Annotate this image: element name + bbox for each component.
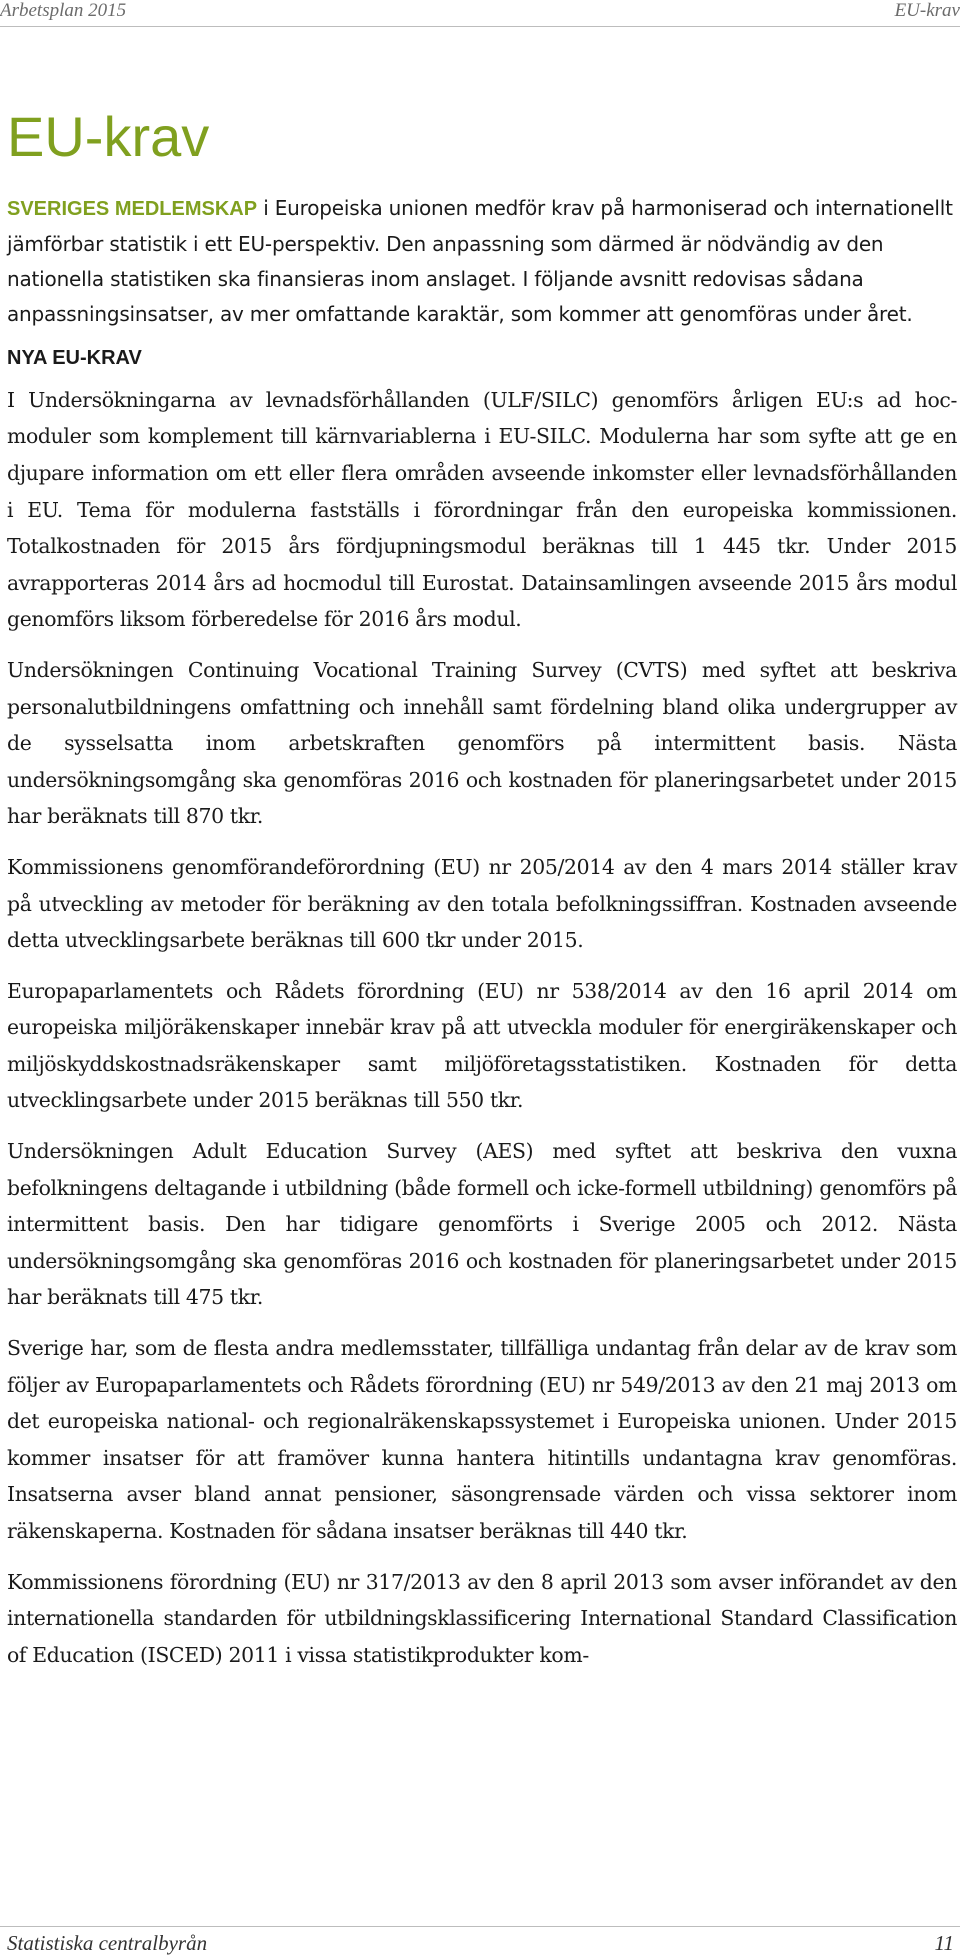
page-number: 11 [934, 1931, 954, 1955]
page-title: EU-krav [7, 105, 210, 168]
running-footer [0, 1926, 960, 1959]
page-content [7, 105, 957, 1687]
intro-text: i Europeiska unionen medför krav på harmoniserad och internationellt jämförbar statistik i ett EU-perspektiv. Den anpassning som därmed är nödvändig av den nationella statistiken ska finansieras inom anslaget. I följande avsnitt redovisas sådana anpassningsinsatser, av mer omfattande karaktär, som kommer att genomföras under året. [7, 195, 953, 326]
header-section-title: EU-krav [894, 0, 960, 21]
paragraph-environmental-accounts: Europaparlamentets och Rådets förordning (EU) nr 538/2014 av den 16 april 2014 om europeiska miljöräkenskaper innebär krav på att utveckla moduler för energiräkenskaper och miljöskyddskostnadsräkenskaper samt miljöföretagsstatistiken. Kostnaden för detta utvecklingsarbete under 2015 beräknas till 550 tkr. [7, 978, 957, 1113]
footer-publisher: Statistiska centralbyrån [7, 1931, 208, 1955]
running-header [0, 0, 960, 27]
paragraph-ulf-silc: I Undersökningarna av levnadsförhållanden (ULF/SILC) genomförs årligen EU:s ad hoc-moduler som komplement till kärnvariablerna i EU-SILC. Modulerna har som syfte att ge en djupare information om ett eller flera områden avseende inkomster eller levnadsförhållanden i EU. Tema för modulerna fastställs i förordningar från den europeiska kommissionen. Totalkostnaden för 2015 års fördjupningsmodul beräknas till 1 445 tkr. Under 2015 avrapporteras 2014 års ad hocmodul till Eurostat. Datainsamlingen avseende 2015 års modul genomförs liksom förberedelse för 2016 års modul. [7, 387, 957, 632]
header-document-title: Arbetsplan 2015 [0, 0, 127, 21]
paragraph-population: Kommissionens genomförandeförordning (EU) nr 205/2014 av den 4 mars 2014 ställer krav på utveckling av metoder för beräkning av den totala befolkningssiffran. Kostnaden avseende detta utvecklingsarbete beräknas till 600 tkr under 2015. [7, 854, 957, 953]
paragraph-cvts: Undersökningen Continuing Vocational Training Survey (CVTS) med syftet att beskriva personalutbildningens omfattning och innehåll samt fördelning bland olika undergrupper av de sysselsatta inom arbetskraften genomförs på intermittent basis. Nästa undersökningsomgång ska genomföras 2016 och kostnaden för planeringsarbetet under 2015 har beräknats till 870 tkr. [7, 657, 957, 829]
intro-lead: SVERIGES MEDLEMSKAP [7, 197, 258, 220]
paragraph-national-accounts: Sverige har, som de flesta andra medlemsstater, tillfälliga undantag från delar av de krav som följer av Europaparlamentets och Rådets förordning (EU) nr 549/2013 av den 21 maj 2013 om det europeiska national- och regionalräkenskapssystemet i Europeiska unionen. Under 2015 kommer insatser för att framöver kunna hantera hitintills undantagna krav genomföras. Insatserna avser bland annat pensioner, säsongrensade värden och vissa sektorer inom räkenskaperna. Kostnaden för sådana insatser beräknas till 440 tkr. [7, 1336, 957, 1544]
section-heading: NYA EU-KRAV [7, 346, 142, 369]
intro-paragraph [7, 191, 957, 332]
paragraph-isced: Kommissionens förordning (EU) nr 317/2013 av den 8 april 2013 som avser införandet av den internationella standarden för utbildningsklassificering International Standard Classification of Education (ISCED) 2011 i vissa statistikprodukter kom- [7, 1569, 957, 1667]
paragraph-aes: Undersökningen Adult Education Survey (AES) med syftet att beskriva den vuxna befolkningens deltagande i utbildning (både formell och icke-formell utbildning) genomförs på intermittent basis. Den har tidigare genomförts i Sverige 2005 och 2012. Nästa undersökningsomgång ska genomföras 2016 och kostnaden för planeringsarbetet under 2015 har beräknats till 475 tkr. [7, 1139, 957, 1310]
